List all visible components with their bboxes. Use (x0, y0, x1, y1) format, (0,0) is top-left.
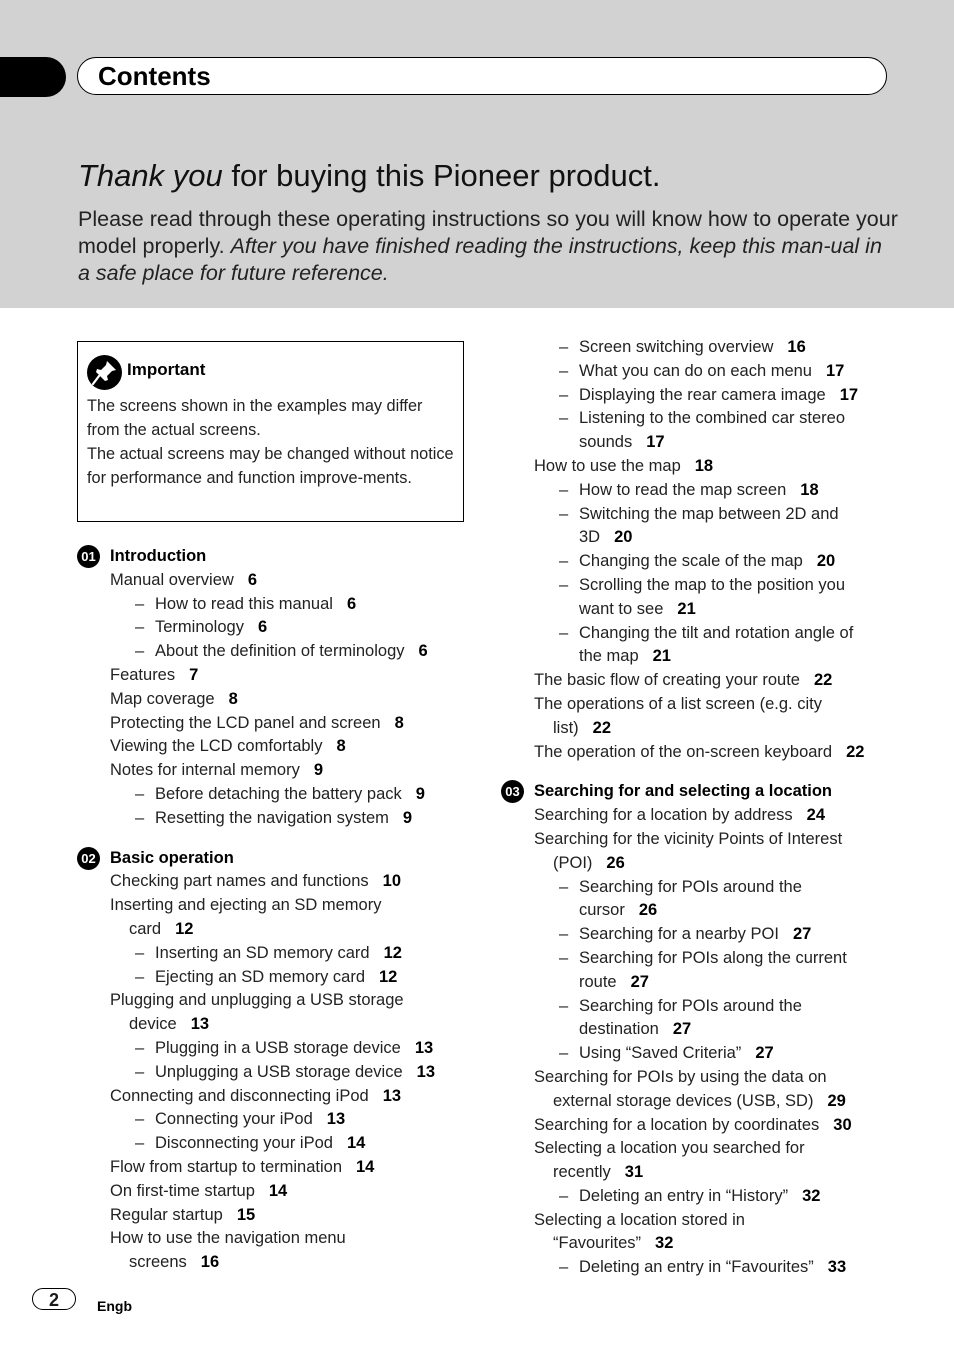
toc-dash: – (559, 925, 569, 944)
toc-entry (534, 923, 894, 947)
toc-entry-text: Changing the scale of the map (579, 552, 803, 571)
toc-entry (110, 1085, 465, 1109)
toc-entry-text: Scrolling the map to the position you (579, 575, 845, 594)
toc-page-number: 20 (614, 528, 633, 547)
toc-dash: – (135, 1110, 145, 1129)
toc-entry-text: sounds (579, 433, 633, 452)
toc-entry (110, 1227, 465, 1251)
toc-page-number: 12 (383, 943, 402, 962)
toc-entry (110, 593, 465, 617)
toc-entry-text: device (129, 1015, 177, 1034)
toc-entry-text: Regular startup (110, 1205, 223, 1224)
important-text (87, 394, 455, 490)
toc-entry (110, 616, 465, 640)
toc-entry-text: Searching for a location by coordinates (534, 1115, 820, 1134)
toc-entry (534, 1114, 894, 1138)
toc-entry (110, 918, 465, 942)
toc-entry-text: Deleting an entry in “Favourites” (579, 1258, 814, 1277)
toc-dash: – (559, 385, 569, 404)
toc-dash: – (559, 409, 569, 428)
toc-entry-text: Searching for a nearby POI (579, 925, 779, 944)
page-number: 2 (32, 1288, 76, 1310)
toc-dash: – (559, 575, 569, 594)
toc-page-number: 27 (755, 1044, 774, 1063)
toc-entry (534, 479, 894, 503)
language-code: Engb (97, 1298, 132, 1314)
thanks-italic: Thank you (78, 158, 223, 193)
toc-entry (110, 1156, 465, 1180)
toc-entry-text: (POI) (553, 853, 593, 872)
toc-page-number: 17 (825, 361, 845, 380)
toc-entry (110, 569, 465, 593)
toc-dash: – (135, 1134, 145, 1153)
toc-page-number: 14 (356, 1157, 375, 1176)
toc-dash: – (559, 338, 569, 356)
toc-dash: – (135, 784, 145, 803)
toc-entry (534, 336, 894, 360)
toc-entry-text: Searching for the vicinity Points of Interest (534, 829, 843, 848)
toc-entry (534, 669, 894, 693)
toc-entry (534, 574, 894, 598)
toc-entry (534, 1137, 894, 1161)
toc-page-number: 12 (379, 967, 398, 986)
toc-entry-text: Connecting and disconnecting iPod (110, 1086, 369, 1105)
toc-right-column (505, 336, 894, 1280)
toc-entry-text: Basic operation (110, 848, 234, 867)
toc-entry (110, 1180, 465, 1204)
toc-page-number: 12 (175, 919, 194, 938)
toc-entry-text: The operations of a list screen (e.g. city (534, 694, 822, 713)
toc-entry-text: Searching for POIs by using the data on (534, 1067, 827, 1086)
toc-entry (534, 741, 894, 765)
toc-entry (534, 804, 894, 828)
toc-dash: – (559, 877, 569, 896)
toc-dash: – (559, 623, 569, 642)
important-title: Important (127, 360, 206, 379)
toc-entry (110, 1251, 465, 1275)
toc-chapter-heading (81, 545, 465, 569)
toc-entry-text: Terminology (155, 618, 244, 637)
toc-entry-text: “Favourites” (553, 1234, 642, 1253)
thanks-rest: for buying this Pioneer product. (222, 158, 661, 193)
toc-dash: – (135, 618, 145, 637)
toc-entry (534, 360, 894, 384)
toc-entry (110, 1204, 465, 1228)
toc-entry-text: Inserting and ejecting an SD memory (110, 896, 382, 915)
toc-entry (110, 1108, 465, 1132)
toc-page-number: 17 (646, 433, 665, 452)
toc-entry-text: Disconnecting your iPod (155, 1134, 333, 1153)
toc-page-number: 22 (813, 671, 833, 690)
toc-dash: – (559, 996, 569, 1015)
toc-entry (534, 899, 894, 923)
toc-page-number: 6 (247, 570, 257, 589)
toc-page-number: 8 (394, 713, 404, 732)
toc-entry-text: Introduction (110, 547, 207, 565)
toc-entry-text: Flow from startup to termination (110, 1157, 342, 1176)
toc-dash: – (559, 361, 569, 380)
toc-entry (110, 759, 465, 783)
toc-entry (534, 1209, 894, 1233)
toc-entry (534, 526, 894, 550)
chapter-number-badge: 03 (501, 780, 524, 803)
toc-entry (110, 1013, 465, 1037)
toc-page-number: 14 (346, 1134, 366, 1153)
toc-entry-text: destination (579, 1020, 659, 1039)
toc-page-number: 21 (677, 599, 696, 618)
toc-entry-text: Connecting your iPod (155, 1110, 313, 1129)
intro-regular: Please read through these operating instructions so you will know how to operate your model properly. (78, 207, 898, 258)
toc-entry-text: list) (553, 718, 579, 737)
toc-entry (110, 1132, 465, 1156)
toc-entry (534, 1042, 894, 1066)
toc-entry-text: Resetting the navigation system (155, 808, 389, 827)
toc-entry (534, 622, 894, 646)
toc-entry (534, 503, 894, 527)
toc-entry (110, 735, 465, 759)
toc-entry (534, 717, 894, 741)
toc-entry (110, 989, 465, 1013)
toc-entry-text: On first-time startup (110, 1181, 255, 1200)
toc-page-number: 31 (624, 1163, 644, 1182)
toc-page-number: 30 (833, 1115, 852, 1134)
toc-entry (110, 1037, 465, 1061)
toc-entry (534, 1232, 894, 1256)
toc-left-column (81, 545, 465, 1275)
toc-page-number: 20 (816, 552, 836, 571)
toc-entry-text: screens (129, 1253, 187, 1272)
toc-page-number: 6 (257, 618, 268, 637)
toc-entry-text: card (129, 919, 162, 938)
toc-dash: – (559, 480, 569, 499)
toc-entry-text: How to use the map (534, 456, 681, 475)
toc-entry (110, 894, 465, 918)
toc-entry-text: How to read the map screen (579, 480, 787, 499)
toc-entry-text: the map (579, 647, 639, 666)
toc-page-number: 7 (189, 665, 199, 684)
toc-entry-text: Searching for POIs along the current (579, 948, 847, 967)
toc-entry (110, 664, 465, 688)
pushpin-icon (87, 355, 122, 390)
toc-entry (110, 870, 465, 894)
intro-paragraph (78, 206, 898, 287)
contents-title-bar (77, 57, 887, 95)
toc-dash: – (135, 1062, 145, 1081)
toc-entry-text: What you can do on each menu (579, 361, 812, 380)
toc-entry (110, 966, 465, 990)
toc-page-number: 27 (672, 1020, 692, 1039)
toc-entry (534, 1066, 894, 1090)
toc-entry-text: Notes for internal memory (110, 761, 300, 780)
toc-entry-text: Manual overview (110, 570, 234, 589)
toc-page-number: 13 (326, 1110, 346, 1129)
toc-entry-text: Checking part names and functions (110, 872, 369, 891)
toc-entry-text: Ejecting an SD memory card (155, 967, 365, 986)
chapter-number-badge: 01 (77, 545, 100, 568)
toc-entry-text: cursor (579, 901, 625, 920)
toc-entry (534, 1018, 894, 1042)
toc-page-number: 27 (630, 972, 649, 991)
toc-entry-text: want to see (579, 599, 664, 618)
toc-entry-text: Screen switching overview (579, 338, 774, 356)
toc-dash: – (135, 808, 145, 827)
toc-page-number: 13 (190, 1015, 210, 1034)
toc-page-number: 21 (652, 647, 671, 666)
toc-page-number: 26 (638, 901, 658, 920)
toc-page-number: 18 (800, 480, 819, 499)
toc-page-number: 17 (839, 385, 859, 404)
toc-entry-text: Map coverage (110, 689, 215, 708)
toc-entry (534, 852, 894, 876)
toc-page-number: 18 (694, 456, 714, 475)
toc-entry-text: 3D (579, 528, 601, 547)
toc-dash: – (559, 1186, 569, 1205)
thanks-heading (78, 158, 660, 194)
toc-dash: – (559, 504, 569, 523)
toc-entry (534, 995, 894, 1019)
toc-entry (534, 876, 894, 900)
toc-dash: – (135, 594, 145, 613)
toc-dash: – (559, 948, 569, 967)
toc-dash: – (135, 943, 145, 962)
toc-entry (534, 550, 894, 574)
toc-entry-text: The operation of the on-screen keyboard (534, 742, 833, 761)
toc-page-number: 29 (827, 1091, 846, 1110)
toc-entry (110, 807, 465, 831)
toc-dash: – (559, 1258, 569, 1277)
toc-chapter-heading (505, 780, 894, 804)
toc-page-number: 26 (606, 853, 625, 872)
toc-entry-text: Searching for and selecting a location (534, 782, 832, 801)
toc-dash: – (135, 642, 145, 661)
toc-entry-text: Plugging in a USB storage device (155, 1038, 401, 1057)
toc-page-number: 22 (846, 742, 865, 761)
toc-entry-text: Listening to the combined car stereo (579, 409, 845, 428)
toc-entry-text: Before detaching the battery pack (155, 784, 402, 803)
toc-page-number: 14 (268, 1181, 288, 1200)
toc-entry (534, 1161, 894, 1185)
toc-dash: – (559, 552, 569, 571)
toc-page-number: 9 (313, 761, 324, 780)
toc-entry (110, 688, 465, 712)
toc-entry-text: external storage devices (USB, SD) (553, 1091, 814, 1110)
toc-entry (110, 1061, 465, 1085)
toc-chapter-heading (81, 847, 465, 871)
section-tab-marker (0, 57, 66, 97)
toc-entry (534, 1256, 894, 1280)
toc-entry (534, 407, 894, 431)
toc-page-number: 13 (382, 1086, 402, 1105)
toc-page-number: 32 (655, 1234, 674, 1253)
toc-page-number: 27 (792, 925, 812, 944)
toc-entry-text: Searching for POIs around the (579, 996, 802, 1015)
toc-entry-text: Switching the map between 2D and (579, 504, 839, 523)
toc-entry (534, 828, 894, 852)
toc-entry-text: Features (110, 665, 176, 684)
toc-entry-text: Searching for POIs around the (579, 877, 802, 896)
toc-entry (534, 971, 894, 995)
toc-entry-text: Deleting an entry in “History” (579, 1186, 789, 1205)
toc-entry (534, 455, 894, 479)
toc-entry-text: Searching for a location by address (534, 806, 793, 825)
toc-entry-text: About the definition of terminology (155, 642, 405, 661)
toc-page-number: 16 (787, 338, 806, 356)
toc-entry-text: Plugging and unplugging a USB storage (110, 991, 404, 1010)
toc-page-number: 24 (806, 806, 826, 825)
toc-entry-text: The basic flow of creating your route (534, 671, 800, 690)
toc-dash: – (135, 967, 145, 986)
toc-dash: – (559, 1044, 569, 1063)
important-line: The actual screens may be changed without notice for performance and function improve-ments. (87, 445, 454, 487)
toc-page-number: 16 (200, 1253, 220, 1272)
toc-entry (534, 1185, 894, 1209)
toc-entry-text: Selecting a location stored in (534, 1210, 745, 1229)
toc-entry-text: Changing the tilt and rotation angle of (579, 623, 854, 642)
toc-entry (110, 942, 465, 966)
intro-italic: After you have finished reading the instructions, keep this man-ual in a safe place for future reference. (78, 234, 882, 285)
page-title: Contents (98, 61, 211, 91)
toc-page-number: 32 (802, 1186, 821, 1205)
toc-dash: – (135, 1038, 145, 1057)
toc-page-number: 22 (592, 718, 612, 737)
toc-entry (534, 947, 894, 971)
important-line: The screens shown in the examples may differ from the actual screens. (87, 397, 423, 439)
toc-page-number: 9 (402, 808, 413, 827)
toc-entry-text: Protecting the LCD panel and screen (110, 713, 381, 732)
toc-entry-text: How to read this manual (155, 594, 333, 613)
toc-entry-text: Viewing the LCD comfortably (110, 737, 323, 756)
toc-page-number: 9 (415, 784, 425, 803)
toc-entry (534, 693, 894, 717)
toc-entry (110, 783, 465, 807)
toc-page-number: 33 (827, 1258, 847, 1277)
toc-entry (534, 431, 894, 455)
toc-entry-text: Displaying the rear camera image (579, 385, 826, 404)
toc-entry-text: Unplugging a USB storage device (155, 1062, 403, 1081)
toc-entry-text: Inserting an SD memory card (155, 943, 370, 962)
toc-page-number: 13 (414, 1038, 434, 1057)
chapter-number-badge: 02 (77, 847, 100, 870)
toc-entry (534, 384, 894, 408)
toc-page-number: 13 (416, 1062, 436, 1081)
toc-entry (110, 712, 465, 736)
toc-entry (110, 640, 465, 664)
toc-entry-text: recently (553, 1163, 611, 1182)
toc-entry (534, 1090, 894, 1114)
toc-entry-text: How to use the navigation menu (110, 1229, 346, 1248)
toc-entry-text: Selecting a location you searched for (534, 1139, 805, 1158)
toc-page-number: 6 (418, 642, 428, 661)
toc-entry (534, 598, 894, 622)
toc-page-number: 10 (382, 872, 402, 891)
toc-page-number: 8 (228, 689, 238, 708)
toc-entry-text: route (579, 972, 617, 991)
toc-entry-text: Using “Saved Criteria” (579, 1044, 742, 1063)
toc-entry (534, 645, 894, 669)
toc-page-number: 8 (336, 737, 346, 756)
toc-page-number: 6 (346, 594, 357, 613)
toc-page-number: 15 (236, 1205, 256, 1224)
important-notice-box (77, 341, 464, 522)
